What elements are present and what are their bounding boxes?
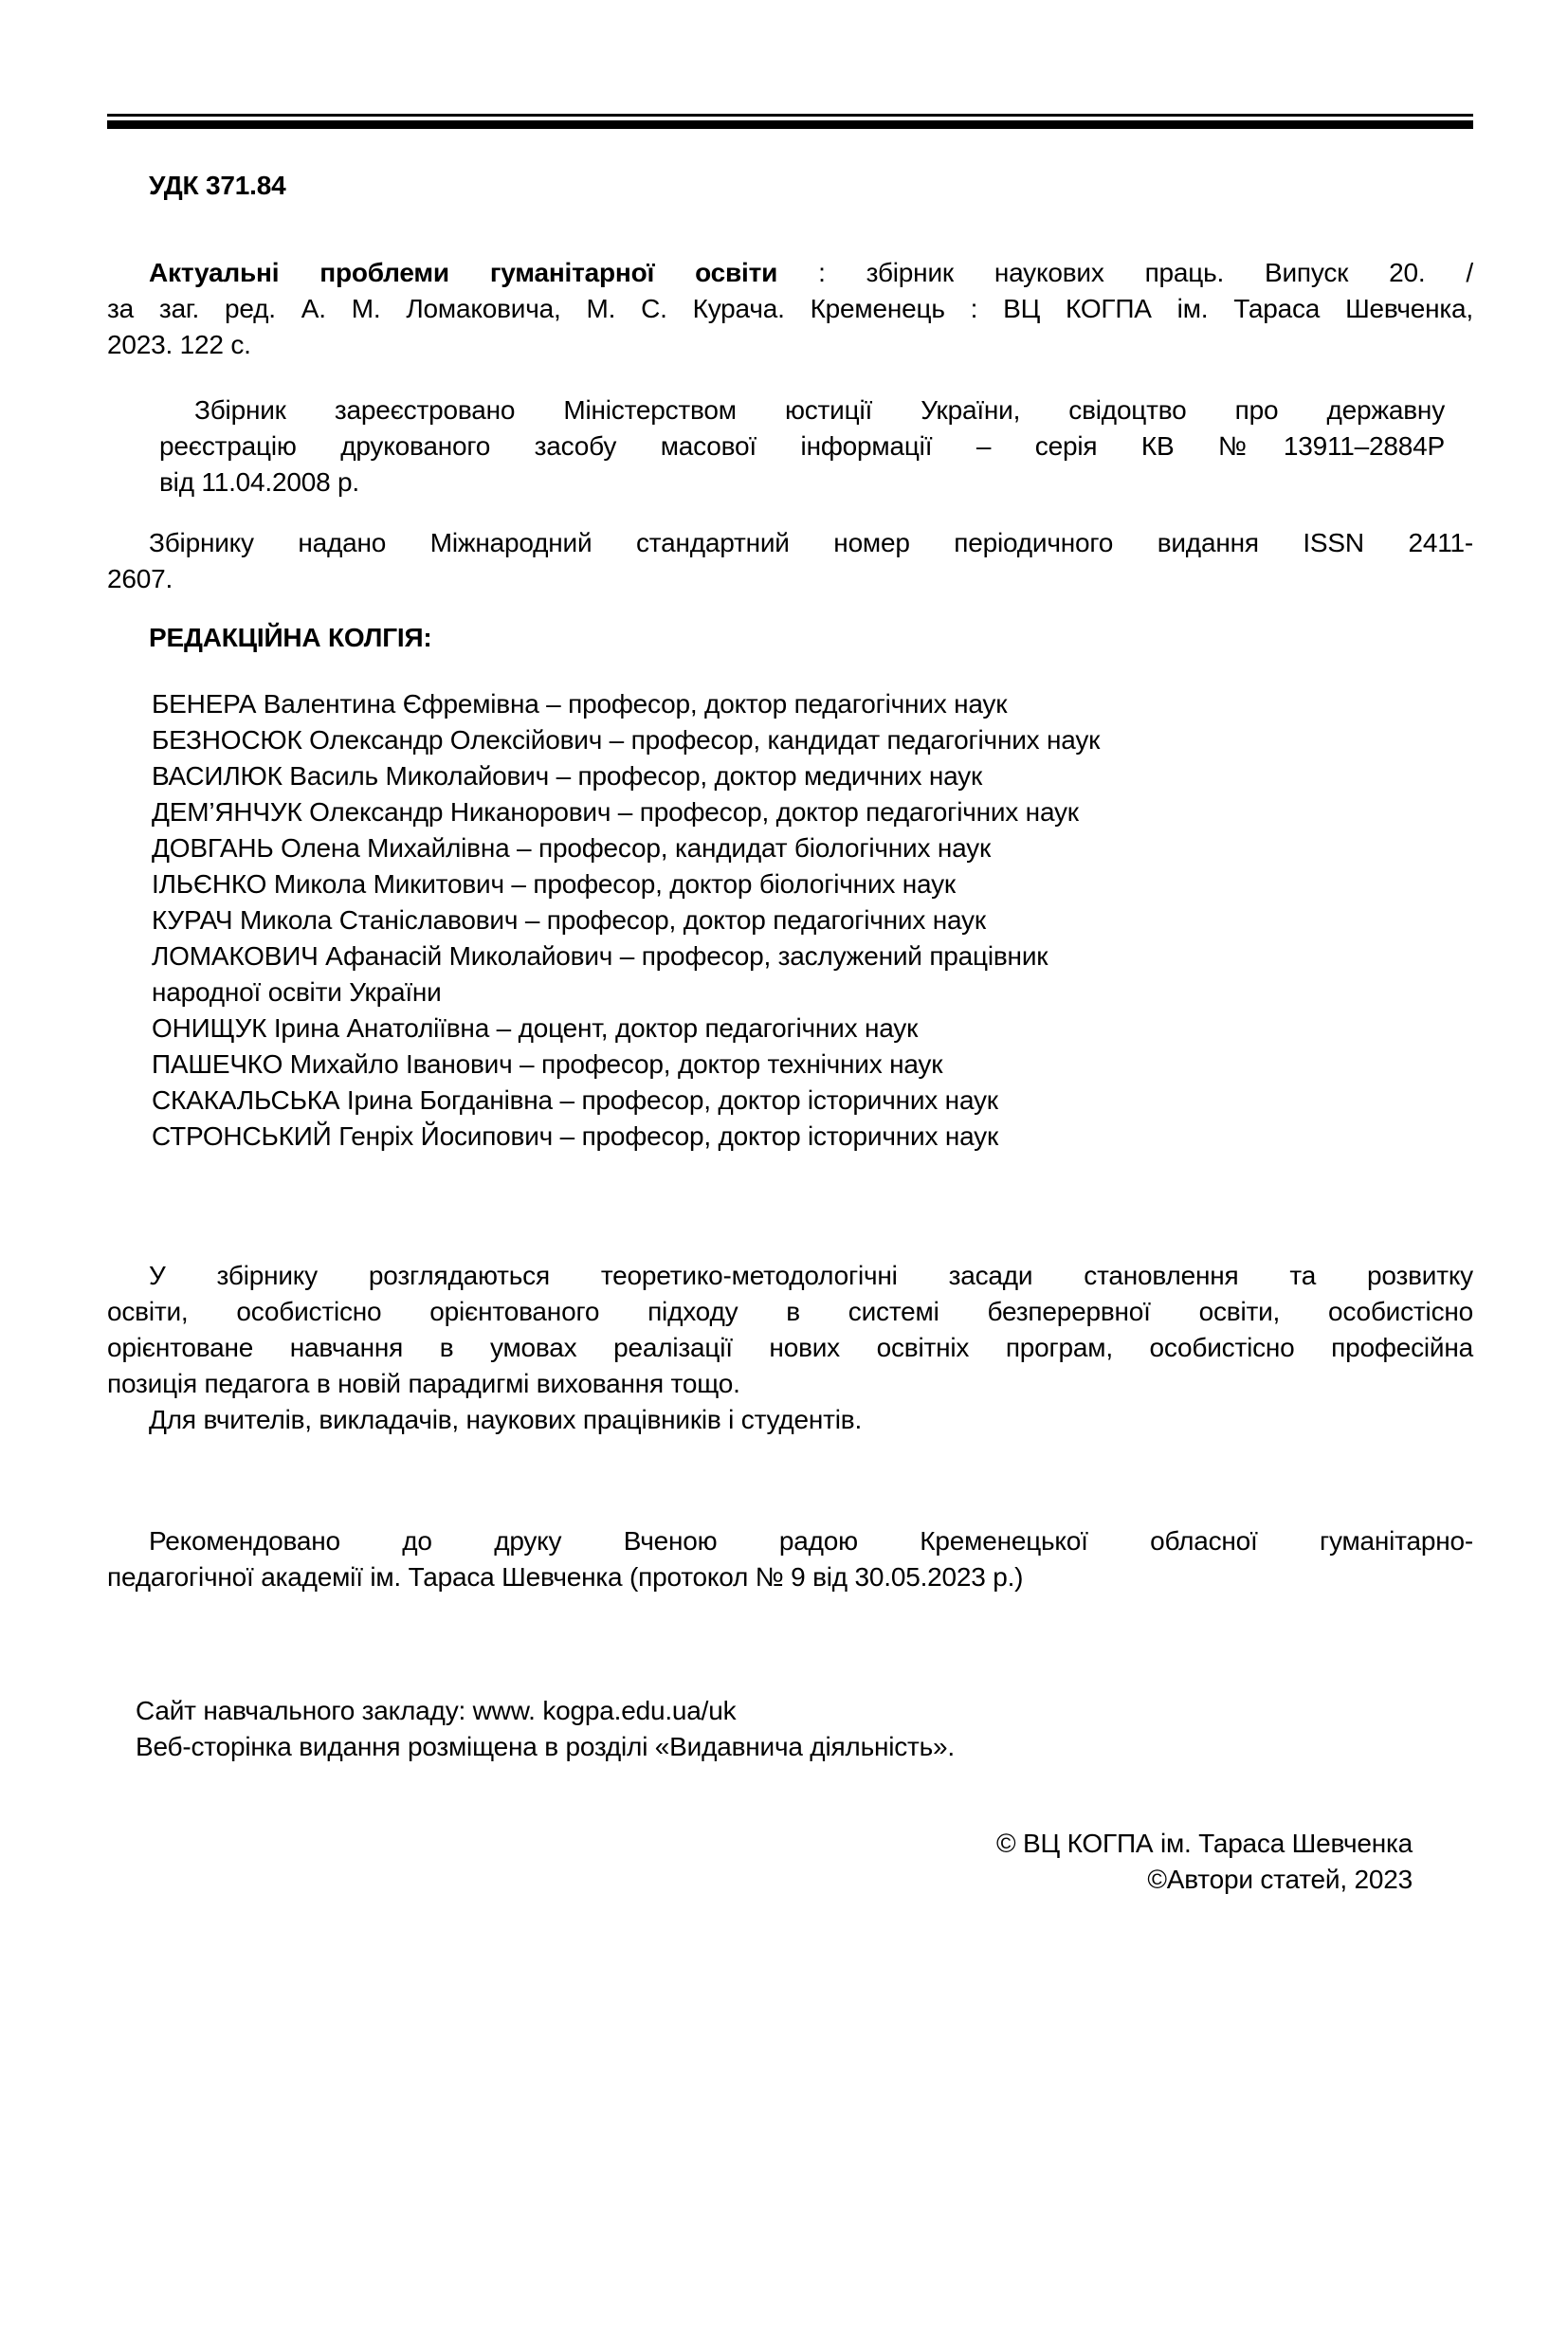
- editor-line: БЕНЕРА Валентина Єфремівна – професор, доктор педагогічних наук: [152, 689, 1008, 719]
- copyright-block: [107, 1826, 1413, 1898]
- editor-line: СТРОНСЬКИЙ Генріх Йосипович – професор, доктор історичних наук: [152, 1121, 998, 1151]
- editor-line: ЛОМАКОВИЧ Афанасій Миколайович – професор, заслужений працівник: [152, 941, 1048, 971]
- recommendation-line-1: Рекомендовано до друку Вченою радою Кременецької обласної гуманітарно-: [149, 1526, 1473, 1556]
- abstract-line-3: орієнтоване навчання в умовах реалізації нових освітніх програм, особистісно професійна: [107, 1333, 1473, 1362]
- web-page-line: Веб-сторінка видання розміщена в розділі «Видавнича діяльність».: [136, 1732, 956, 1761]
- top-rule-thick-line: [107, 120, 1473, 129]
- editor-line: ДОВГАНЬ Олена Михайлівна – професор, кандидат біологічних наук: [152, 833, 992, 863]
- site-url-line: Сайт навчального закладу: www. kogpa.edu.ua/uk: [136, 1696, 737, 1725]
- editor-line: ДЕМ’ЯНЧУК Олександр Никанорович – професор, доктор педагогічних наук: [152, 797, 1079, 827]
- editor-line: ОНИЩУК Ірина Анатоліївна – доцент, доктор педагогічних наук: [152, 1013, 919, 1043]
- registration-paragraph: [159, 392, 1445, 501]
- registration-line-2: реєстрацію друкованого засобу масової інформації – серія КВ №13911–2884Р: [159, 431, 1445, 461]
- copyright-authors: ©Автори статей, 2023: [1147, 1865, 1413, 1894]
- abstract-paragraph: [107, 1258, 1473, 1438]
- issn-paragraph: [107, 525, 1473, 597]
- abstract-line-4: позиція педагога в новій парадигмі виховання тощо.: [107, 1369, 740, 1398]
- citation-line-3: 2023. 122 с.: [107, 330, 251, 359]
- editor-line: СКАКАЛЬСЬКА Ірина Богданівна – професор, доктор історичних наук: [152, 1085, 998, 1115]
- editor-line-wrap: народної освіти України: [152, 977, 442, 1007]
- imprint-page: [0, 114, 1568, 1898]
- editor-line: БЕЗНОСЮК Олександр Олексійович – професор, кандидат педагогічних наук: [152, 725, 1101, 755]
- issn-line-1: Збірнику надано Міжнародний стандартний номер періодичного видання ISSN 2411-: [149, 528, 1473, 557]
- audience-line: Для вчителів, викладачів, наукових працівників і студентів.: [149, 1405, 863, 1434]
- copyright-publisher: © ВЦ КОГПА ім. Тараса Шевченка: [996, 1829, 1413, 1858]
- editor-line: ПАШЕЧКО Михайло Іванович – професор, доктор технічних наук: [152, 1049, 943, 1079]
- citation-line-2: за заг. ред. А. М. Ломаковича, М. С. Курача. Кременець : ВЦ КОГПА ім. Тараса Шевченка,: [107, 294, 1473, 323]
- citation-line-1-rest: : збірник наукових праць. Випуск 20. /: [777, 258, 1474, 287]
- editor-line: ВАСИЛЮК Василь Миколайович – професор, доктор медичних наук: [152, 761, 983, 791]
- recommendation-line-2: педагогічної академії ім. Тараса Шевченка (протокол № 9 від 30.05.2023 р.): [107, 1562, 1024, 1592]
- citation-title-bold: Актуальні проблеми гуманітарної освіти: [149, 258, 778, 287]
- citation-paragraph: [107, 255, 1473, 363]
- top-double-rule: [107, 114, 1473, 129]
- recommendation-paragraph: [107, 1523, 1473, 1595]
- editor-line: ІЛЬЄНКО Микола Микитович – професор, доктор біологічних наук: [152, 869, 956, 899]
- udc-code: УДК 371.84: [149, 171, 286, 200]
- abstract-line-2: освіти, особистісно орієнтованого підходу в системі безперервної освіти, особистісно: [107, 1297, 1473, 1326]
- citation-line-1: [107, 255, 1473, 291]
- issn-line-2: 2607.: [107, 564, 173, 593]
- registration-line-3: від 11.04.2008 р.: [159, 467, 360, 497]
- editorial-board-heading: РЕДАКЦІЙНА КОЛГІЯ:: [149, 623, 432, 652]
- registration-line-1: Збірник зареєстровано Міністерством юстиції України, свідоцтво про державну: [194, 395, 1445, 425]
- website-block: [136, 1693, 1473, 1765]
- editorial-board-list: [152, 686, 1473, 1155]
- abstract-line-1: У збірнику розглядаються теоретико-методологічні засади становлення та розвитку: [149, 1261, 1473, 1290]
- editor-line: КУРАЧ Микола Станіславович – професор, доктор педагогічних наук: [152, 905, 986, 935]
